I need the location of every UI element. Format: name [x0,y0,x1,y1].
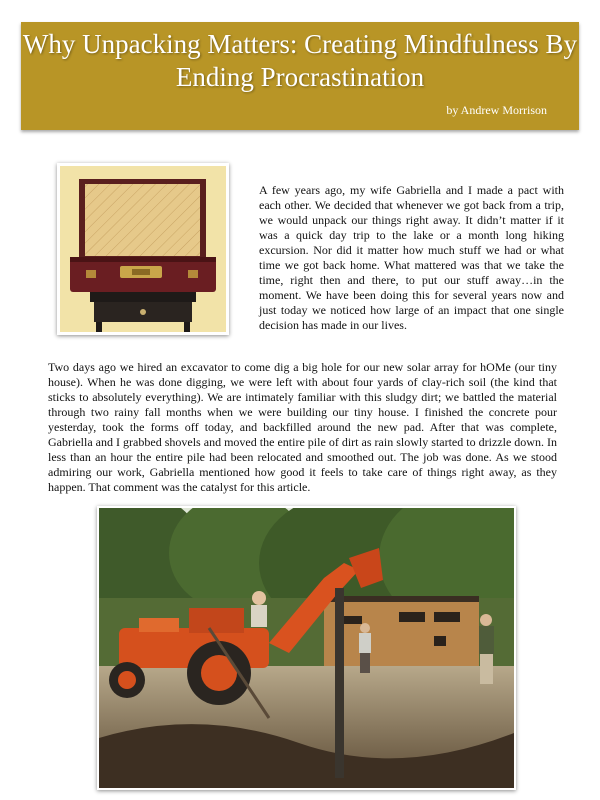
title-banner [21,22,579,130]
suitcase-photo [57,163,229,335]
excavator-scene [99,508,514,788]
body-paragraph: Two days ago we hired an excavator to come dig a big hole for our new solar array for hOMe (our tiny house). When he was done digging, we were left with about four yards of clay-rich soil (the kind that sticks to absolutely everything). We are intimately familiar with this sludgy dirt; we battled the material through two rainy fall months when we were building our tiny house. I finished the concrete pour yesterday, took the forms off today, and backfilled around the new pad. After that was complete, Gabriella and I grabbed shovels and moved the entire pile of dirt as rain slowly started to drizzle down. In less than an hour the entire pile had been relocated and smoothed out. The job was done. As we stood admiring our work, Gabriella mentioned how good it feels to take care of things right away, as they happen. That comment was the catalyst for this article. [48,360,557,494]
excavation-photo [97,506,516,790]
intro-paragraph: A few years ago, my wife Gabriella and I made a pact with each other. We decided that whenever we got back from a trip, we would unpack our things right away. It didn’t matter if it was a quick day trip to the lake or a month long hiking excursion. Nor did it matter how much stuff we had or what time we got back home. What mattered was that we take the time, right then and there, to put our stuff away…in the moment. We have been doing this for several years now and just today we noticed how large of an impact that one single decision has made in our lives. [259,183,564,332]
suitcase-illustration [60,166,226,332]
byline: by Andrew Morrison [446,103,547,117]
article-title: Why Unpacking Matters: Creating Mindfulness By Ending Procrastination [22,29,578,92]
